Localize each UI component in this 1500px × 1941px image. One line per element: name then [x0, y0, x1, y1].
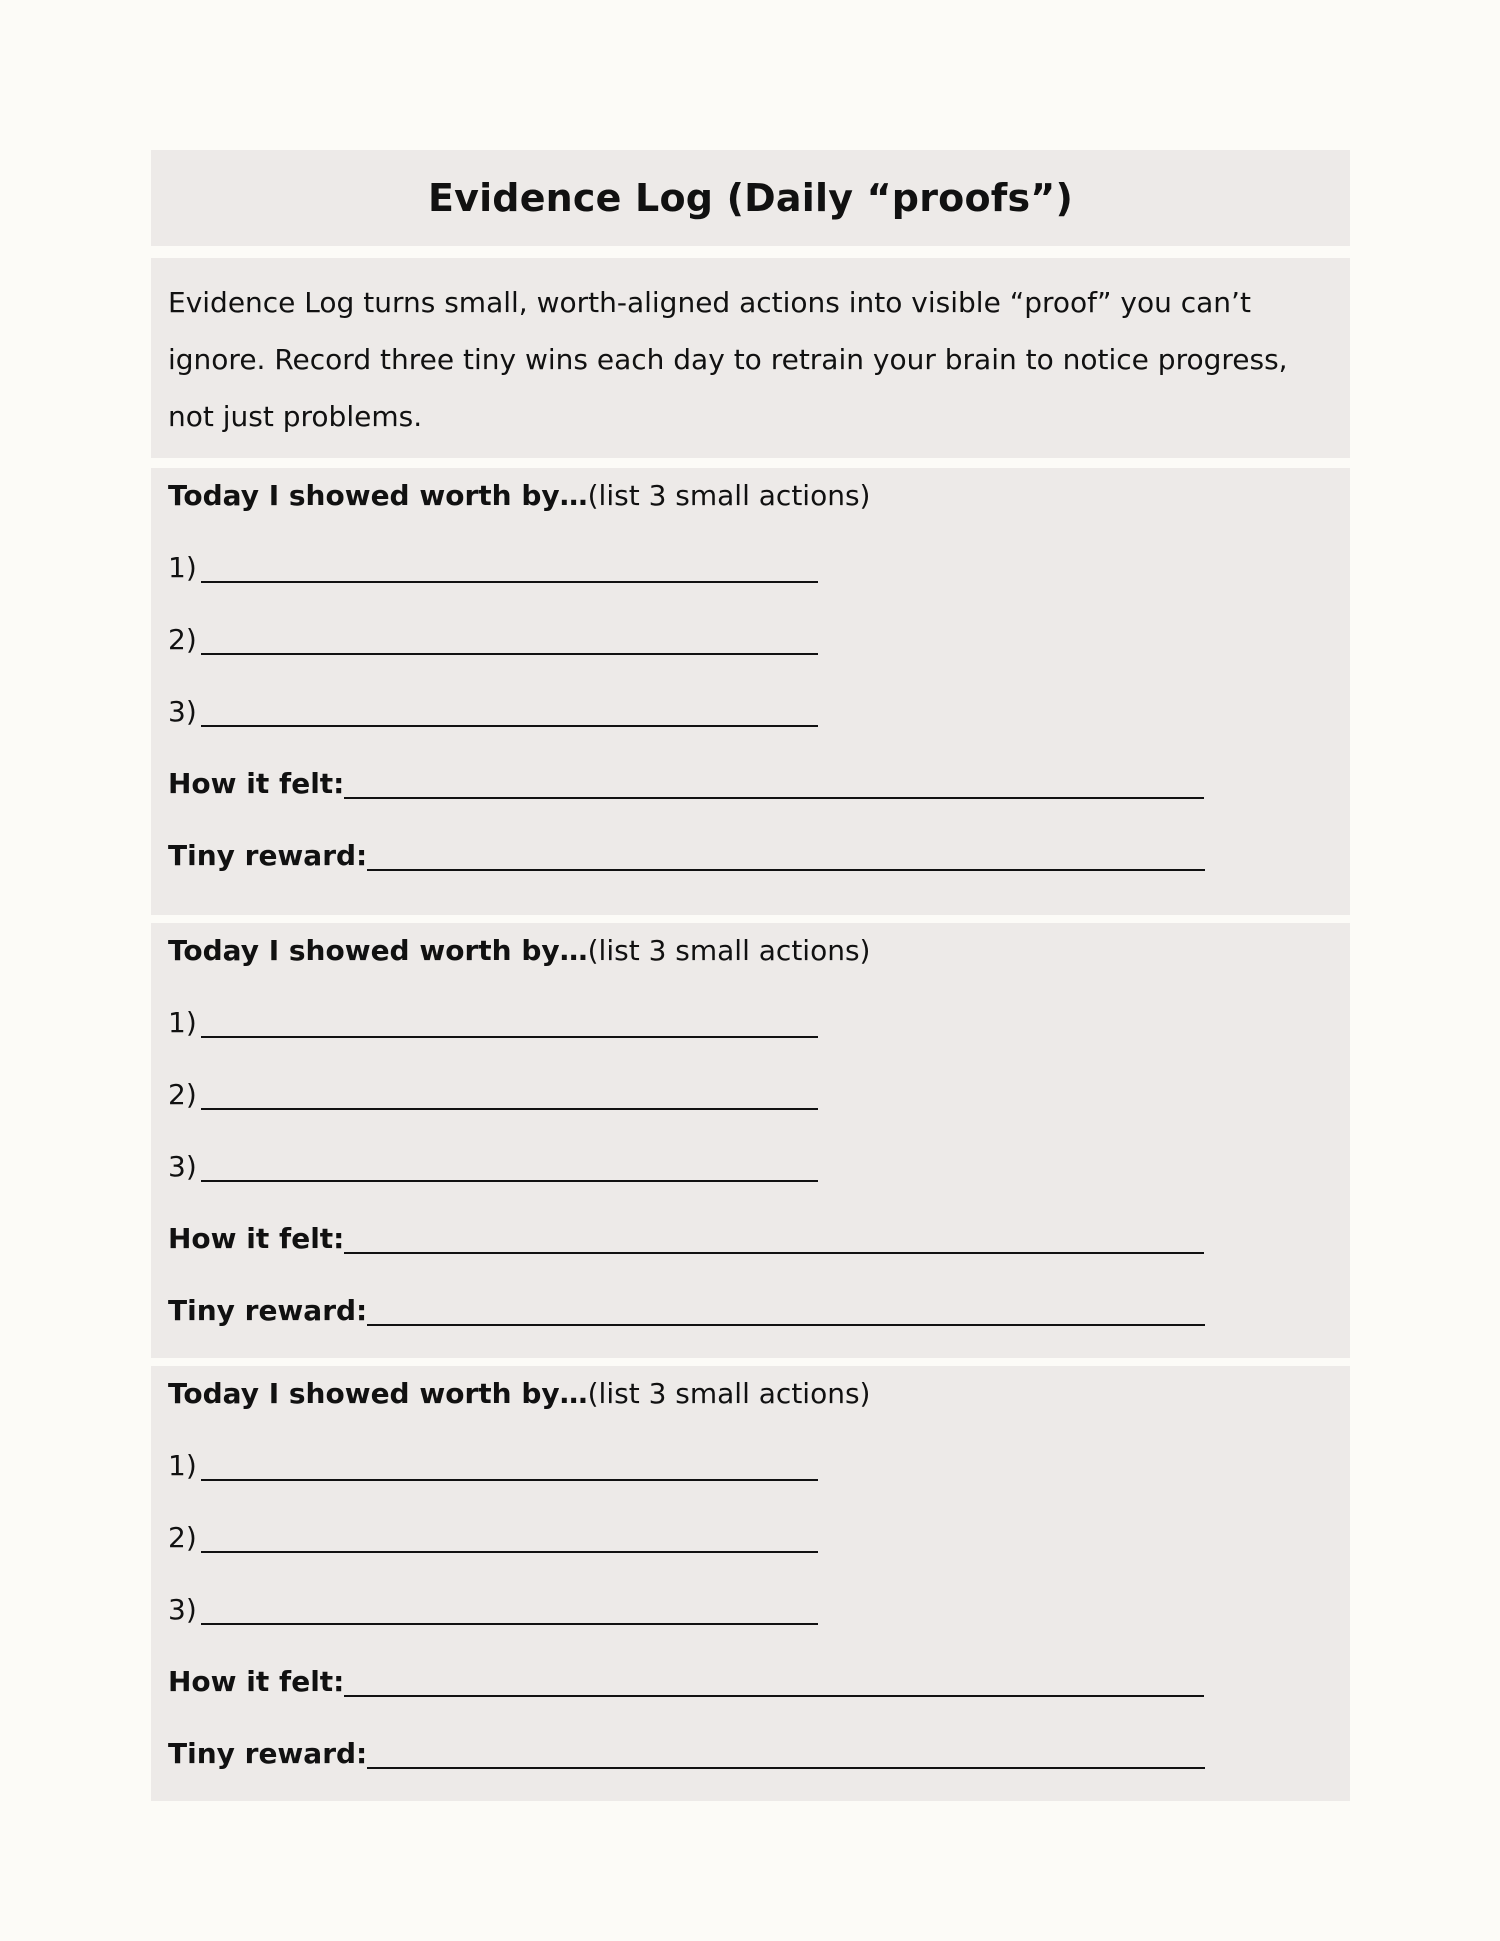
action-blank[interactable] — [201, 1518, 818, 1553]
action-line-1 — [168, 1003, 1333, 1075]
action-blank[interactable] — [201, 1147, 818, 1182]
action-number: 1) — [168, 1006, 197, 1039]
log-entry — [151, 468, 1350, 915]
action-line-1 — [168, 1446, 1333, 1518]
reward-blank[interactable] — [367, 1291, 1205, 1326]
log-heading-note: (list 3 small actions) — [587, 479, 871, 512]
intro-text: Evidence Log turns small, worth-aligned actions into visible “proof” you can’t ignore. Record three tiny wins each day to retrain your brain to notice progress, not just problems. — [168, 286, 1288, 433]
action-line-2 — [168, 1075, 1333, 1147]
action-number: 2) — [168, 623, 197, 656]
reward-blank[interactable] — [367, 1734, 1205, 1769]
title-box — [151, 150, 1350, 246]
action-line-2 — [168, 620, 1333, 692]
felt-blank[interactable] — [344, 1219, 1204, 1254]
action-line-3 — [168, 1147, 1333, 1219]
action-blank[interactable] — [201, 1075, 818, 1110]
reward-line — [168, 1734, 1333, 1806]
log-heading-bold: Today I showed worth by… — [168, 1377, 588, 1410]
reward-blank[interactable] — [367, 836, 1205, 871]
action-number: 3) — [168, 1150, 197, 1183]
action-blank[interactable] — [201, 692, 818, 727]
reward-line — [168, 836, 1333, 908]
action-number: 1) — [168, 1449, 197, 1482]
action-number: 2) — [168, 1521, 197, 1554]
action-blank[interactable] — [201, 1003, 818, 1038]
action-line-2 — [168, 1518, 1333, 1590]
action-number: 3) — [168, 1593, 197, 1626]
action-number: 1) — [168, 551, 197, 584]
action-line-3 — [168, 692, 1333, 764]
action-line-3 — [168, 1590, 1333, 1662]
felt-line — [168, 1219, 1333, 1291]
reward-label: Tiny reward: — [168, 1294, 368, 1327]
log-heading — [168, 931, 1333, 1003]
log-heading — [168, 1374, 1333, 1446]
felt-blank[interactable] — [344, 1662, 1204, 1697]
felt-label: How it felt: — [168, 1222, 345, 1255]
log-entry — [151, 1366, 1350, 1801]
felt-line — [168, 1662, 1333, 1734]
reward-line — [168, 1291, 1333, 1363]
log-heading — [168, 476, 1333, 548]
felt-line — [168, 764, 1333, 836]
evidence-log-sheet — [151, 150, 1350, 1801]
felt-label: How it felt: — [168, 1665, 345, 1698]
action-blank[interactable] — [201, 1590, 818, 1625]
reward-label: Tiny reward: — [168, 839, 368, 872]
log-heading-bold: Today I showed worth by… — [168, 934, 588, 967]
log-heading-note: (list 3 small actions) — [587, 934, 871, 967]
log-heading-note: (list 3 small actions) — [587, 1377, 871, 1410]
action-line-1 — [168, 548, 1333, 620]
felt-blank[interactable] — [344, 764, 1204, 799]
felt-label: How it felt: — [168, 767, 345, 800]
log-heading-bold: Today I showed worth by… — [168, 479, 588, 512]
action-blank[interactable] — [201, 548, 818, 583]
log-entry — [151, 923, 1350, 1358]
intro-box — [151, 258, 1350, 458]
reward-label: Tiny reward: — [168, 1737, 368, 1770]
action-number: 3) — [168, 695, 197, 728]
action-blank[interactable] — [201, 1446, 818, 1481]
action-number: 2) — [168, 1078, 197, 1111]
action-blank[interactable] — [201, 620, 818, 655]
page-title: Evidence Log (Daily “proofs”) — [427, 176, 1074, 220]
